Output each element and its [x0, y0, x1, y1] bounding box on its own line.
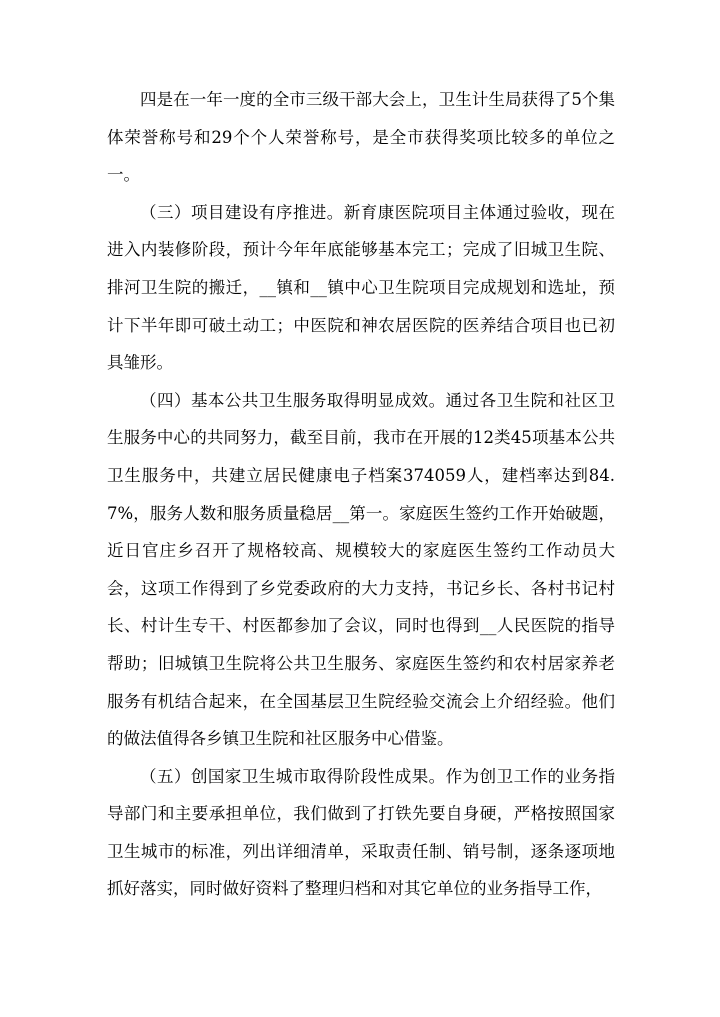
- paragraph-awards: 四是在一年一度的全市三级干部大会上，卫生计生局获得了5个集体荣誉称号和29个个人荣誉称号，是全市获得奖项比较多的单位之一。: [107, 90, 615, 185]
- paragraph-public-health-services: （四）基本公共卫生服务取得明显成效。通过各卫生院和社区卫生服务中心的共同努力，截至目前，我市在开展的12类45项基本公共卫生服务中，共建立居民健康电子档案374059人，建档率达到84.7%，服务人数和服务质量稳居__第一。家庭医生签约工作开始破题，近日官庄乡召开了规格较高、规模较大的家庭医生签约工作动员大会，这项工作得到了乡党委政府的大力支持，书记乡长、各村书记村长、村计生专干、村医都参加了会议，同时也得到__人民医院的指导帮助；旧城镇卫生院将公共卫生服务、家庭医生签约和农村居家养老服务有机结合起来，在全国基层卫生院经验交流会上介绍经验。他们的做法值得各乡镇卫生院和社区服务中心借鉴。: [107, 390, 615, 749]
- document-page: [107, 81, 615, 908]
- paragraph-project-construction: （三）项目建设有序推进。新育康医院项目主体通过验收，现在进入内装修阶段，预计今年年底能够基本完工；完成了旧城卫生院、排河卫生院的搬迁，__镇和__镇中心卫生院项目完成规划和选址，预计下半年即可破土动工；中医院和神农居医院的医养结合项目也已初具雏形。: [107, 202, 615, 373]
- paragraph-national-health-city: （五）创国家卫生城市取得阶段性成果。作为创卫工作的业务指导部门和主要承担单位，我们做到了打铁先要自身硬，严格按照国家卫生城市的标准，列出详细清单，采取责任制、销号制，逐条逐项地抓好落实，同时做好资料了整理归档和对其它单位的业务指导工作，: [107, 766, 615, 899]
